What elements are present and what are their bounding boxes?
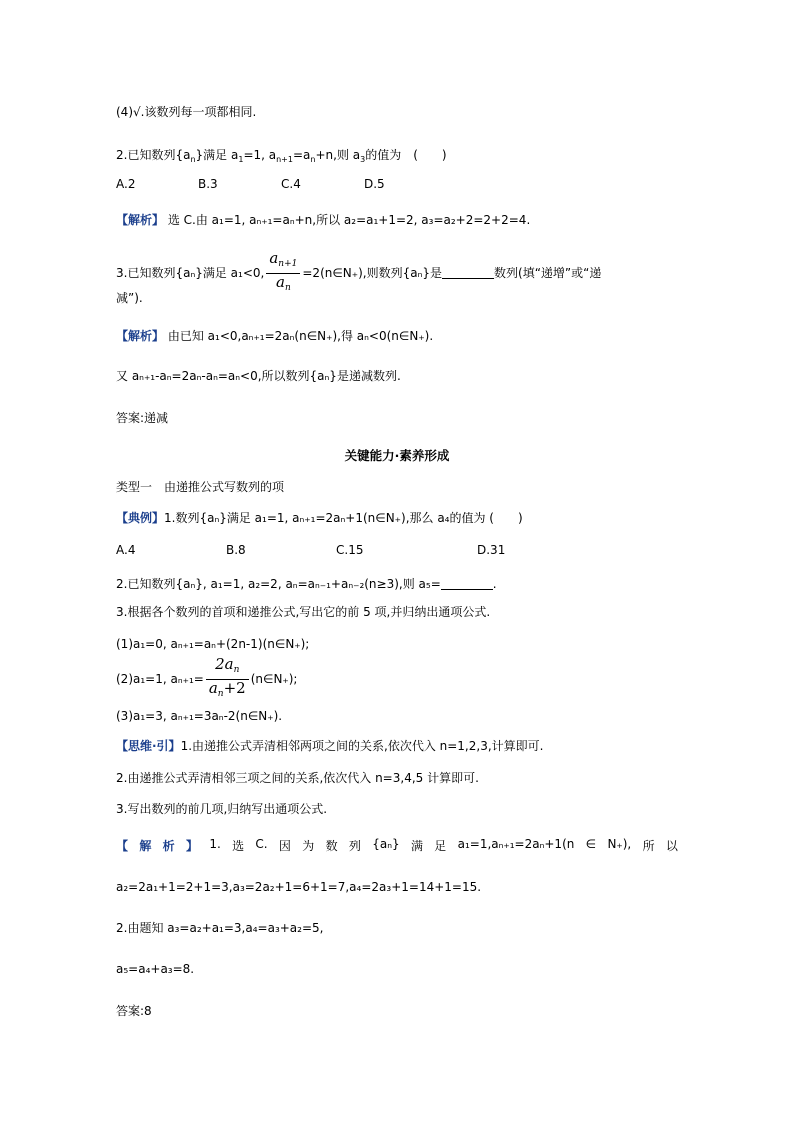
jiexi-word: 所 <box>642 839 655 853</box>
prev-answer-line: (4)√.该数列每一项都相同. <box>116 105 257 119</box>
example-1 <box>116 510 523 526</box>
fraction <box>206 656 249 703</box>
example-2 <box>116 576 497 592</box>
solution-3b: 又 aₙ₊₁-aₙ=2aₙ-aₙ=aₙ<0,所以数列{aₙ}是递减数列. <box>116 369 401 383</box>
answer-blank[interactable] <box>441 577 493 590</box>
siwei-1-text: 1.由递推公式弄清相邻两项之间的关系,依次代入 n=1,2,3,计算即可. <box>180 739 544 753</box>
option-a: A.2 <box>116 177 136 191</box>
q3-text: =2(n∈N₊),则数列{aₙ}是 <box>302 266 443 280</box>
q2-text: 2.已知数列{a <box>116 148 191 162</box>
e1-option-b: B.8 <box>226 543 246 557</box>
section-title: 关键能力·素养形成 <box>344 448 450 463</box>
e1-option-c: C.15 <box>336 543 364 557</box>
example-3-3: (3)a₁=3, aₙ₊₁=3aₙ-2(n∈N₊). <box>116 709 283 723</box>
frac-den: a <box>208 679 218 697</box>
jiexi-tag: 【解析】 <box>116 329 165 343</box>
example-2-text: 2.已知数列{aₙ}, a₁=1, a₂=2, aₙ=aₙ₋₁+aₙ₋₂(n≥3),则 a₅= <box>116 577 441 591</box>
jiexi-word: 足 <box>434 839 447 853</box>
option-d: D.5 <box>364 177 385 191</box>
q2-text: +n,则 a <box>315 148 361 162</box>
jiexi-word: 为 <box>302 839 315 853</box>
example-1-text: 1.数列{aₙ}满足 a₁=1, aₙ₊₁=2aₙ+1(n∈N₊),那么 a₄的值为 ( ) <box>164 511 523 525</box>
siwei-2: 2.由递推公式弄清相邻三项之间的关系,依次代入 n=3,4,5 计算即可. <box>116 771 479 785</box>
answer-blank[interactable] <box>442 266 494 279</box>
jiexi-word: {aₙ} <box>372 837 400 851</box>
jiexi-word: 选 <box>232 839 245 853</box>
frac-den-sub: n <box>284 283 291 293</box>
frac-den: a <box>275 273 285 291</box>
frac-den-sub: n <box>217 689 224 699</box>
q2-text: =a <box>292 148 311 162</box>
jiexi-word: 以 <box>665 839 678 853</box>
q3-text: 数列(填“递增”或“递 <box>494 266 602 280</box>
siwei-1 <box>116 738 543 754</box>
example-3-2 <box>116 656 297 703</box>
frac-num-sub: n+1 <box>278 259 298 269</box>
answer-2: 答案:8 <box>116 1004 152 1018</box>
frac-num: 2a <box>215 655 234 673</box>
q3-text: 3.已知数列{aₙ}满足 a₁<0, <box>116 266 265 280</box>
q2-text: 的值为 ( ) <box>365 148 447 162</box>
question-3 <box>116 250 601 297</box>
e3-2-text: (2)a₁=1, aₙ₊₁= <box>116 672 204 686</box>
e1-option-a: A.4 <box>116 543 136 557</box>
fraction <box>266 250 300 297</box>
question-3-cont: 减”). <box>116 291 143 305</box>
jiexi-word: 1. <box>209 837 221 851</box>
example-2-end: . <box>492 577 497 591</box>
option-b: B.3 <box>198 177 218 191</box>
jiexi-tag-char: 析 <box>162 839 175 853</box>
jiexi-word: 列 <box>348 839 361 853</box>
jiexi-line-4: a₅=a₄+a₃=8. <box>116 962 195 976</box>
q2-text: }满足 a <box>195 148 239 162</box>
solution-2-text: 选 C.由 a₁=1, aₙ₊₁=aₙ+n,所以 a₂=a₁+1=2, a₃=a₂+2=2+2=4. <box>167 213 531 227</box>
jiexi-line-2: a₂=2a₁+1=2+1=3,a₃=2a₂+1=6+1=7,a₄=2a₃+1=14+1=15. <box>116 880 482 894</box>
jiexi-word: ∈ <box>585 837 597 851</box>
solution-3-text: 由已知 a₁<0,aₙ₊₁=2aₙ(n∈N₊),得 aₙ<0(n∈N₊). <box>167 329 434 343</box>
question-2: 2.已知数列$\{a_n\}$满足 $a_1=1$, $a_{n+1}=a_n+n$,则 $a_3$的值为 ( ) <box>116 148 447 164</box>
frac-num-sub: n <box>233 665 240 675</box>
dianli-tag: 【典例】 <box>116 511 165 525</box>
jiexi-tag: 【解析】 <box>116 213 165 227</box>
solution-3 <box>116 328 433 344</box>
q2-text: =1, a <box>243 148 277 162</box>
jiexi-line-3: 2.由题知 a₃=a₂+a₁=3,a₄=a₃+a₂=5, <box>116 921 324 935</box>
frac-den-tail: +2 <box>223 679 246 697</box>
jiexi-tag-char: 解 <box>139 839 152 853</box>
type-heading: 类型一 由递推公式写数列的项 <box>116 480 285 494</box>
jiexi-word: 数 <box>325 839 338 853</box>
jiexi-justified-line <box>116 837 678 854</box>
jiexi-word: N₊), <box>607 837 632 851</box>
jiexi-word: 因 <box>278 839 291 853</box>
frac-num: a <box>269 249 279 267</box>
solution-2 <box>116 212 530 228</box>
jiexi-word: 满 <box>410 839 423 853</box>
example-3-1: (1)a₁=0, aₙ₊₁=aₙ+(2n-1)(n∈N₊); <box>116 637 310 651</box>
e1-option-d: D.31 <box>477 543 506 557</box>
answer-1: 答案:递减 <box>116 411 169 425</box>
jiexi-word: a₁=1,aₙ₊₁=2aₙ+1(n <box>457 837 575 851</box>
e3-2-text: (n∈N₊); <box>250 672 298 686</box>
example-3: 3.根据各个数列的首项和递推公式,写出它的前 5 项,并归纳出通项公式. <box>116 605 491 619</box>
option-c: C.4 <box>281 177 301 191</box>
jiexi-tag-char: 】 <box>185 839 198 853</box>
jiexi-tag-char: 【 <box>116 839 129 853</box>
siwei-3: 3.写出数列的前几项,归纳写出通项公式. <box>116 802 328 816</box>
siwei-tag: 【思维·引】 <box>116 739 181 753</box>
jiexi-word: C. <box>255 837 268 851</box>
